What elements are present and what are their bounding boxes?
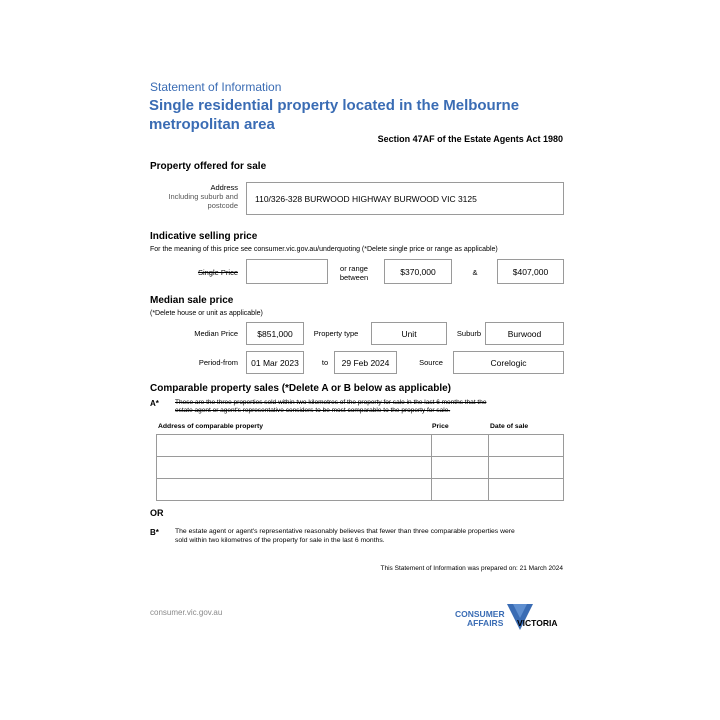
comparable-date-cell[interactable]	[489, 457, 564, 479]
median-note: (*Delete house or unit as applicable)	[150, 310, 263, 317]
option-a-text-1: These are the three properties sold within two kilometres of the property for sale in the last 6 months that the	[175, 399, 487, 406]
period-to-field[interactable]: 29 Feb 2024	[334, 351, 397, 374]
address-label-text: Address	[210, 183, 238, 192]
indicative-heading: Indicative selling price	[150, 231, 258, 242]
prepared-date: This Statement of Information was prepared on: 21 March 2024	[380, 565, 563, 572]
col-header-address: Address of comparable property	[158, 423, 263, 430]
period-to-label: to	[321, 358, 329, 367]
comparable-heading: Comparable property sales (*Delete A or B below as applicable)	[150, 383, 452, 394]
or-separator: OR	[150, 508, 164, 518]
range-low-field[interactable]: $370,000	[384, 259, 452, 284]
range-label-1: or range	[340, 264, 368, 273]
footer-url[interactable]: consumer.vic.gov.au	[150, 608, 223, 617]
document-subtitle: Statement of Information	[150, 80, 282, 94]
comparable-address-cell[interactable]	[157, 435, 432, 457]
source-field[interactable]: Corelogic	[453, 351, 564, 374]
col-header-price: Price	[432, 423, 449, 430]
comparable-date-cell[interactable]	[489, 479, 564, 501]
option-a-marker: A*	[150, 399, 159, 408]
range-high-field[interactable]: $407,000	[497, 259, 564, 284]
single-price-label: Single Price	[197, 268, 238, 277]
address-sublabel-2: postcode	[207, 201, 238, 210]
range-ampersand: &	[472, 268, 478, 277]
address-label	[150, 183, 238, 210]
property-type-label: Property type	[313, 329, 359, 338]
suburb-label: Suburb	[456, 329, 482, 338]
range-label-2: between	[339, 273, 369, 282]
median-price-field[interactable]: $851,000	[246, 322, 304, 345]
logo-affairs: AFFAIRS	[467, 618, 504, 628]
comparable-price-cell[interactable]	[432, 457, 489, 479]
comparable-table	[156, 434, 564, 501]
table-row	[157, 435, 564, 457]
col-header-date: Date of sale	[490, 423, 529, 430]
option-b-text-2: sold within two kilometres of the property for sale in the last 6 months.	[175, 537, 385, 544]
indicative-note: For the meaning of this price see consumer.vic.gov.au/underquoting (*Delete single price or range as applicable)	[150, 246, 498, 253]
comparable-address-cell[interactable]	[157, 479, 432, 501]
comparable-date-cell[interactable]	[489, 435, 564, 457]
address-sublabel-1: Including suburb and	[168, 192, 238, 201]
property-type-field[interactable]: Unit	[371, 322, 447, 345]
consumer-affairs-logo	[455, 604, 567, 638]
document-title-line2: metropolitan area	[149, 116, 275, 133]
comparable-address-cell[interactable]	[157, 457, 432, 479]
suburb-field[interactable]: Burwood	[485, 322, 564, 345]
address-field[interactable]: 110/326-328 BURWOOD HIGHWAY BURWOOD VIC 3125	[246, 182, 564, 215]
period-from-field[interactable]: 01 Mar 2023	[246, 351, 304, 374]
single-price-field[interactable]	[246, 259, 328, 284]
logo-consumer: CONSUMER	[455, 609, 505, 619]
period-from-label: Period-from	[198, 358, 238, 367]
logo-victoria: VICTORIA	[517, 618, 558, 628]
source-label: Source	[419, 358, 443, 367]
median-price-label: Median Price	[194, 329, 238, 338]
table-row	[157, 457, 564, 479]
option-a-text-2: estate agent or agent's representative considers to be most comparable to the property for sale.	[175, 407, 451, 414]
median-heading: Median sale price	[150, 295, 234, 306]
comparable-price-cell[interactable]	[432, 435, 489, 457]
property-heading: Property offered for sale	[150, 161, 267, 172]
document-title-line1: Single residential property located in the Melbourne	[149, 97, 520, 114]
range-label	[330, 264, 378, 282]
table-row	[157, 479, 564, 501]
act-reference: Section 47AF of the Estate Agents Act 1980	[377, 134, 563, 144]
comparable-price-cell[interactable]	[432, 479, 489, 501]
option-b-marker: B*	[150, 528, 159, 537]
option-b-text-1: The estate agent or agent's representative reasonably believes that fewer than three comparable properties were	[175, 528, 515, 535]
